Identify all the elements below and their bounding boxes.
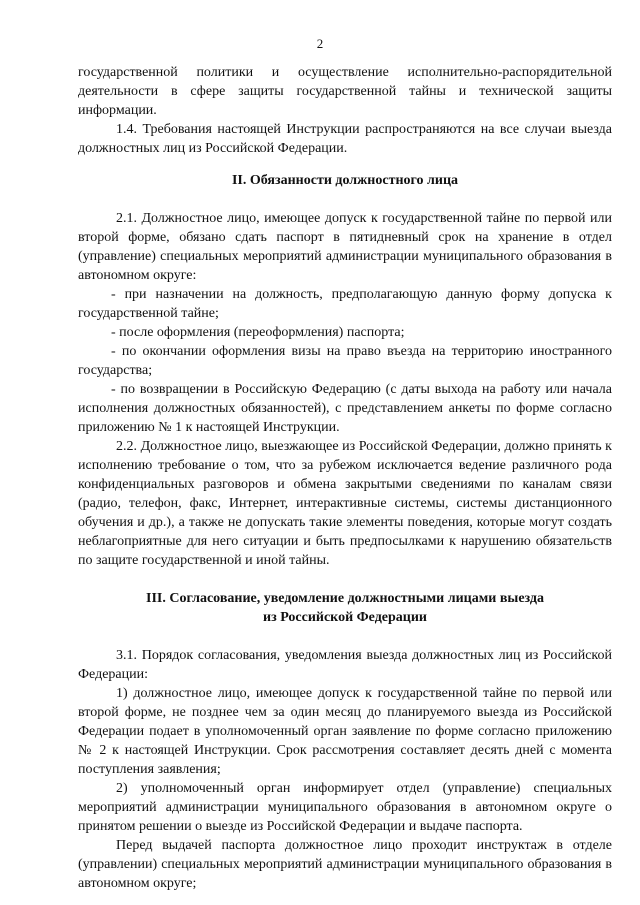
paragraph-2-1: 2.1. Должностное лицо, имеющее допуск к государственной тайне по первой или второй форме, обязано сдать паспорт в пятидневный срок на хранение в отдел (управление) специальных мероприятий администрации муниципального образования в автономном округе: [78,211,612,283]
paragraph-instruction: Перед выдачей паспорта должностное лицо проходит инструктаж в отделе (управлении) специальных мероприятий администрации муниципального образования в автономном округе; [78,838,612,891]
list-item: 1) должностное лицо, имеющее допуск к государственной тайне по первой или второй форме, не позднее чем за один месяц до планируемого выезда из Российской Федерации подает в уполномоченный орган заявление по форме согласно приложению № 2 к настоящей Инструкции. Срок рассмотрения составляет десять дней с момента поступления заявления; [78,686,612,777]
paragraph-continuation: государственной политики и осуществление исполнительно-распорядительной деятельности в сфере защиты государственной тайны и технической защиты информации. [78,65,612,118]
list-item: - после оформления (переоформления) паспорта; [111,325,405,340]
list-item: - при назначении на должность, предполагающую данную форму допуска к государственной тайне; [78,287,612,321]
paragraph-1-4: 1.4. Требования настоящей Инструкции распространяются на все случаи выезда должностных лиц из Российской Федерации. [78,122,612,156]
section-3-heading [78,589,612,627]
section-2-heading: II. Обязанности должностного лица [231,173,459,188]
list-item: - по возвращении в Российскую Федерацию (с даты выхода на работу или начала исполнения должностных обязанностей), с представлением анкеты по форме согласно приложению № 1 к настоящей Инструкции. [78,382,612,435]
section-3-heading-line2: из Российской Федерации [263,610,427,625]
list-item: 2) уполномоченный орган информирует отдел (управление) специальных мероприятий администрации муниципального образования в автономном округе о принятом решении о выезде из Российской Федерации и выдаче паспорта. [78,781,612,834]
document-body [78,63,612,893]
list-item: - по окончании оформления визы на право въезда на территорию иностранного государства; [78,344,612,378]
section-3-heading-line1: III. Согласование, уведомление должностными лицами выезда [146,591,544,606]
page-number: 2 [316,36,324,51]
paragraph-2-2: 2.2. Должностное лицо, выезжающее из Российской Федерации, должно принять к исполнению требование о том, что за рубежом исключается ведение различного рода конфиденциальных разговоров и обмена закрытыми сведениями по каналам связи (радио, телефон, факс, Интернет, интерактивные системы, системы дистанционного обучения и др.), а также не допускать такие элементы поведения, которые могут создать неблагоприятные для него ситуации и быть предпосылками к нарушению обязательств по защите государственной и иной тайны. [78,439,612,568]
paragraph-3-1: 3.1. Порядок согласования, уведомления выезда должностных лиц из Российской Федерации: [78,648,612,682]
